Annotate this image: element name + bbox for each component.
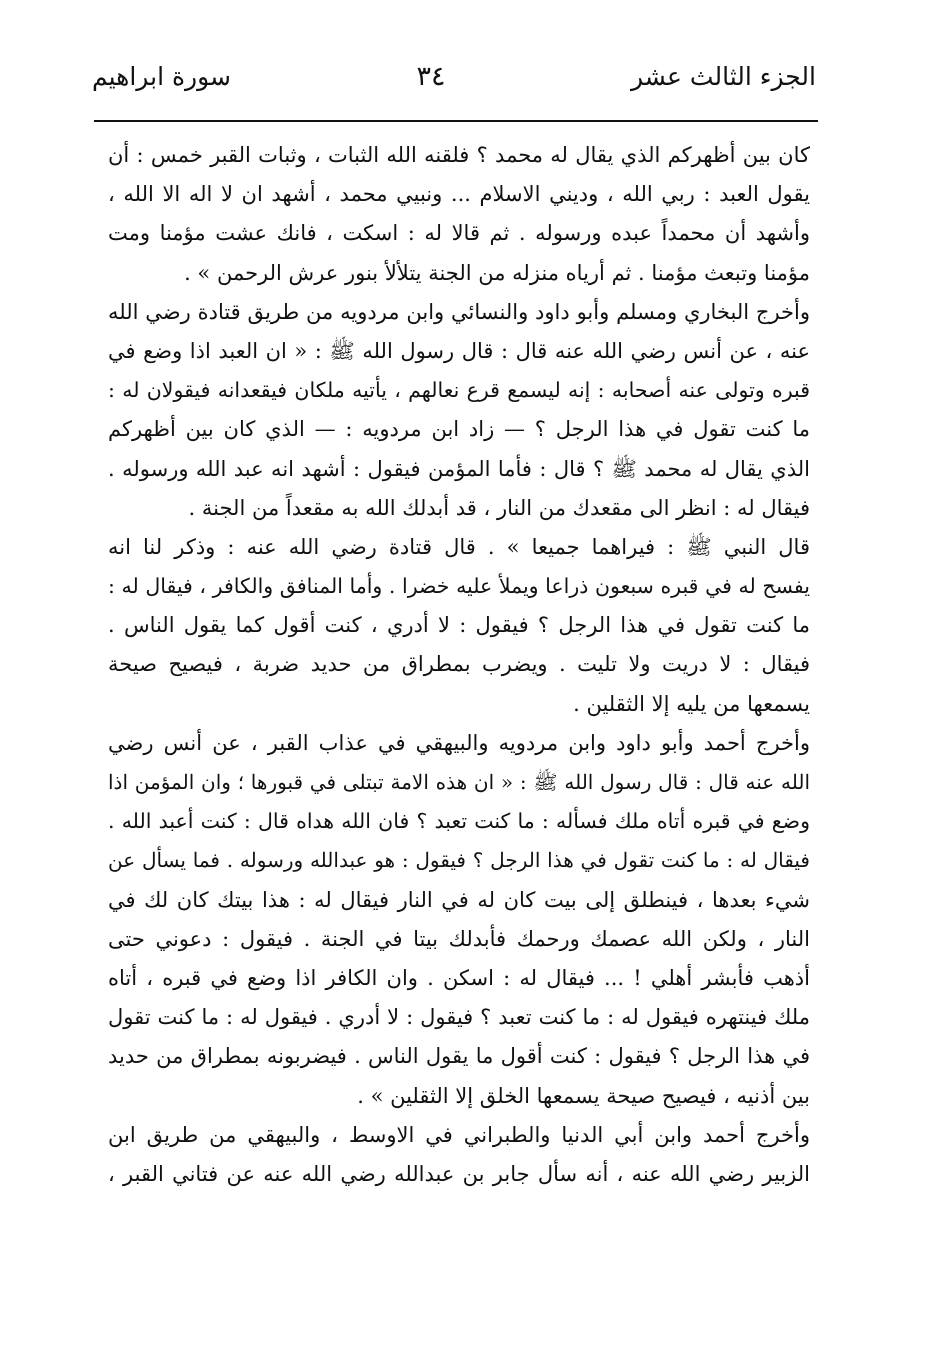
text-line: الزبير رضي الله عنه ، أنه سأل جابر بن عبدالله رضي الله عنه عن فتاني القبر ، (108, 1161, 810, 1186)
text-line: كان بين أظهركم الذي يقال له محمد ؟ فلقنه الله الثبات ، وثبات القبر خمس : أن (108, 143, 810, 167)
text-line: فيقال له : انظر الى مقعدك من النار ، قد أبدلك الله به مقعداً من الجنة . (188, 495, 810, 520)
header-divider (94, 120, 818, 122)
text-line: وضع في قبره أتاه ملك فسأله : ما كنت تعبد ؟ فان الله هداه قال : كنت أعبد الله . (108, 809, 810, 834)
text-line: وأخرج أحمد وابن أبي الدنيا والطبراني في الاوسط ، والبيهقي من طريق ابن (108, 1122, 810, 1147)
juz-title: الجزء الثالث عشر (630, 61, 816, 91)
text-line: الذي يقال له محمد ﷺ ؟ قال : فأما المؤمن فيقول : أشهد انه عبد الله ورسوله . (108, 456, 810, 481)
text-line: يقول العبد : ربي الله ، وديني الاسلام ... ونبيي محمد ، أشهد ان لا اله الا الله ، (108, 182, 810, 207)
text-line: بين أذنيه ، فيصيح صيحة يسمعها الخلق إلا الثقلين » . (357, 1083, 810, 1108)
text-line: الله عنه قال : قال رسول الله ﷺ : « ان هذه الامة تبتلى في قبورها ؛ وان المؤمن اذا (108, 770, 810, 794)
text-line: قال النبي ﷺ : فيراهما جميعا » . قال قتادة رضي الله عنه : وذكر لنا انه (108, 534, 810, 559)
text-line: أذهب فأبشر أهلي ! ... فيقال له : اسكن . وان الكافر اذا وضع في قبره ، أتاه (108, 965, 810, 990)
text-line: ما كنت تقول في هذا الرجل ؟ فيقول : لا أدري ، كنت أقول كما يقول الناس . (108, 613, 810, 638)
text-line: النار ، ولكن الله عصمك ورحمك فأبدلك بيتا في الجنة . فيقول : دعوني حتى (108, 926, 810, 951)
text-line: في هذا الرجل ؟ فيقول : كنت أقول ما يقول الناس . فيضربونه بمطراق من حديد (108, 1044, 810, 1069)
text-line: مؤمنا وتبعث مؤمنا . ثم أرياه منزله من الجنة يتلألأ بنور عرش الرحمن » . (184, 260, 810, 285)
text-line: فيقال له : ما كنت تقول في هذا الرجل ؟ فيقول : هو عبدالله ورسوله . فما يسأل عن (108, 848, 810, 873)
text-line: ما كنت تقول في هذا الرجل ؟ — زاد ابن مردويه : — الذي كان بين أظهركم (108, 417, 810, 442)
page-number: ٣٤ (416, 60, 446, 92)
running-header (92, 54, 816, 98)
text-line: يفسح له في قبره سبعون ذراعا ويملأ عليه خضرا . وأما المنافق والكافر ، فيقال له : (108, 574, 810, 599)
text-line: وأشهد أن محمداً عبده ورسوله . ثم قالا له : اسكت ، فانك عشت مؤمنا ومت (108, 221, 810, 246)
text-line: عنه ، عن أنس رضي الله عنه قال : قال رسول الله ﷺ : « ان العبد اذا وضع في (108, 338, 810, 363)
text-line: وأخرج أحمد وأبو داود وابن مردويه والبيهقي في عذاب القبر ، عن أنس رضي (108, 730, 810, 755)
text-line: يسمعها من يليه إلا الثقلين . (573, 691, 810, 716)
text-line: فيقال : لا دريت ولا تليت . ويضرب بمطراق من حديد ضربة ، فيصيح صيحة (108, 652, 810, 677)
text-line: قبره وتولى عنه أصحابه : إنه ليسمع قرع نعالهم ، يأتيه ملكان فيقعدانه فيقولان له : (108, 378, 810, 403)
text-line: وأخرج البخاري ومسلم وأبو داود والنسائي وابن مردويه من طريق قتادة رضي الله (108, 299, 810, 324)
surah-title: سورة ابراهيم (92, 61, 231, 91)
text-line: ملك فينتهره فيقول له : ما كنت تعبد ؟ فيقول : لا أدري . فيقول له : ما كنت تقول (108, 1005, 810, 1030)
body-text (108, 136, 810, 1194)
text-line: شيء بعدها ، فينطلق إلى بيت كان له في النار فيقال له : هذا بيتك كان لك في (108, 887, 810, 912)
